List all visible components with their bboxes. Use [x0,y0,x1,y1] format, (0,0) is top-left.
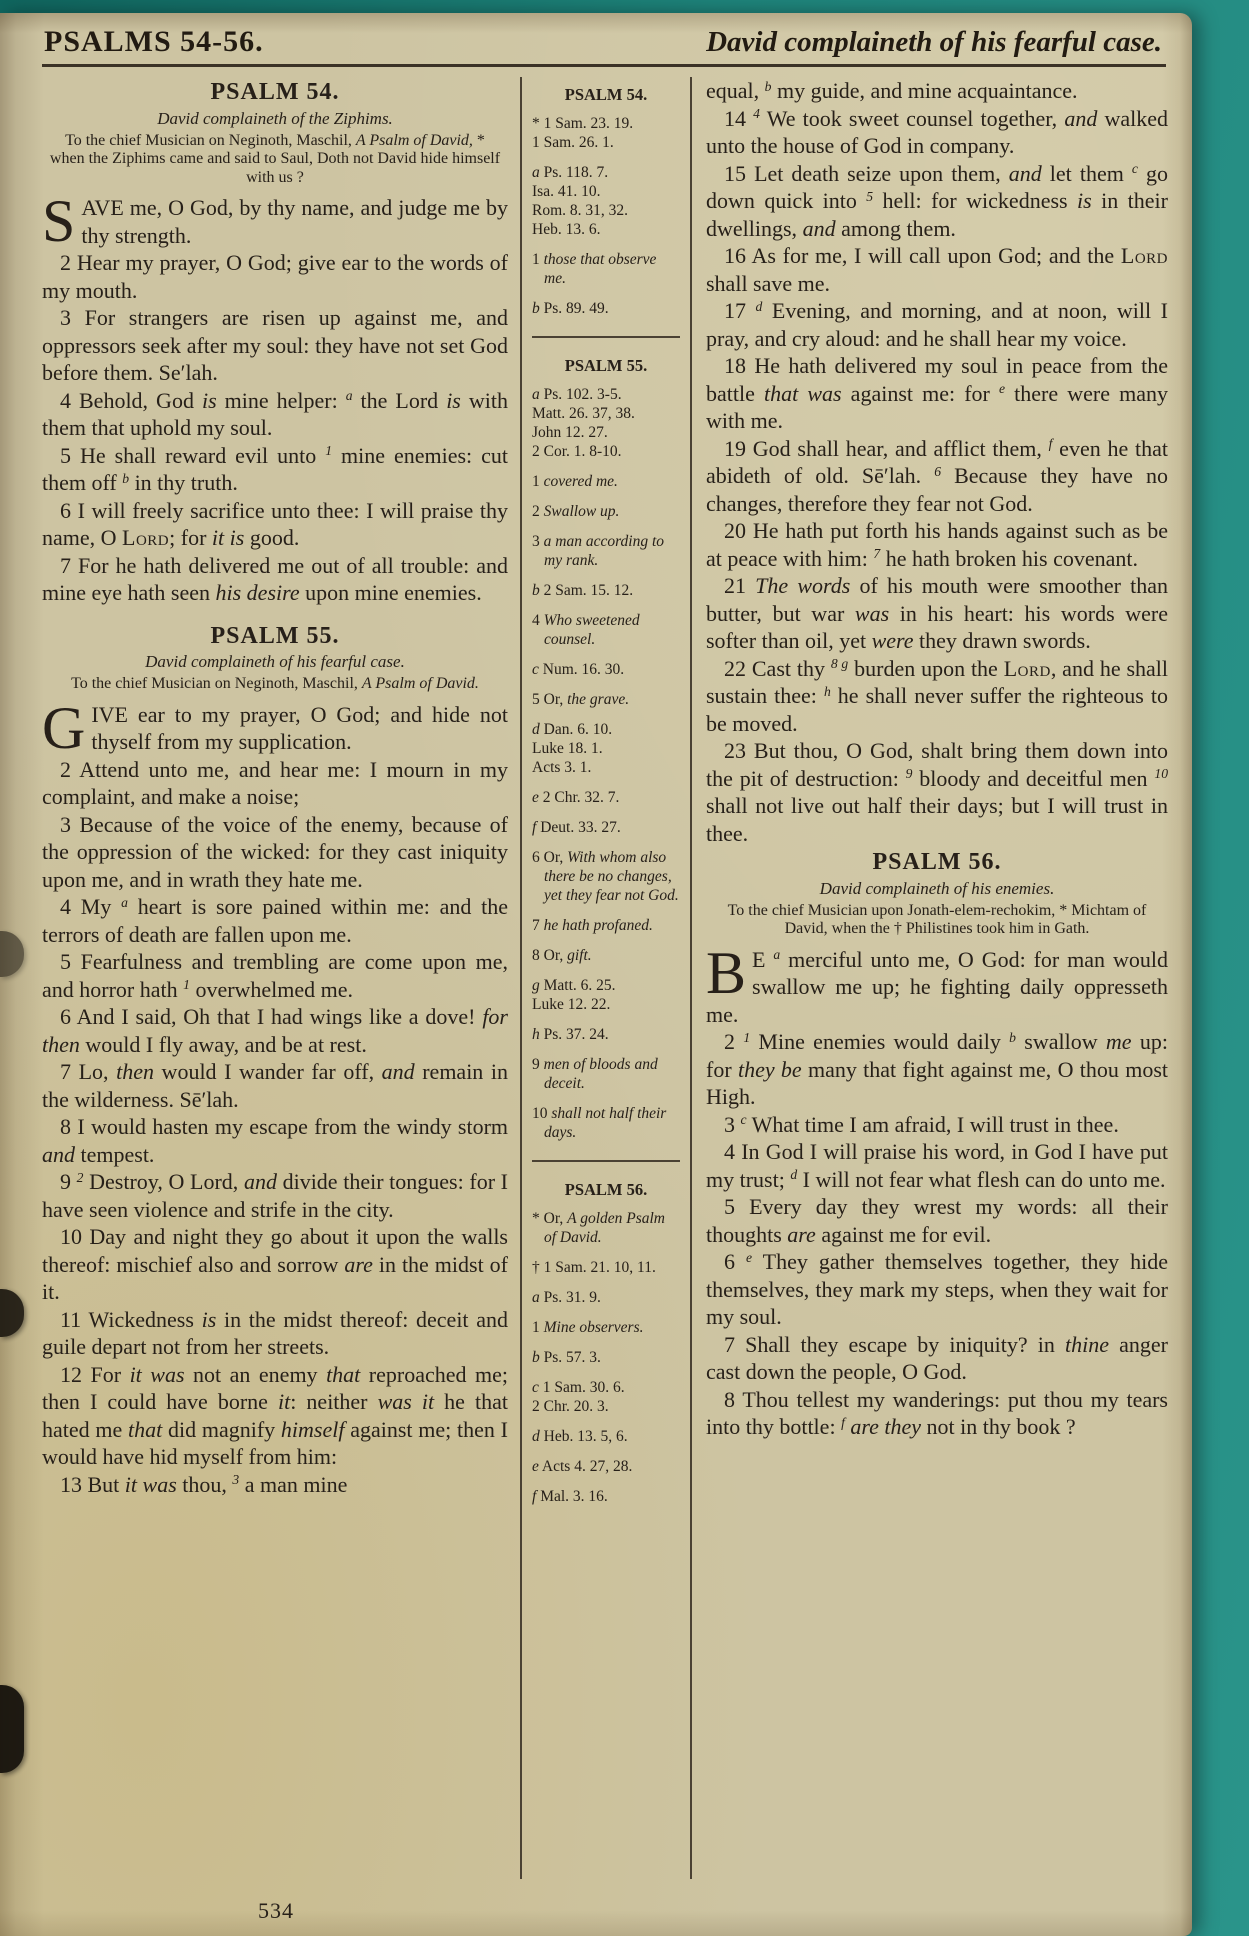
verse-number: 2 [724,1029,744,1054]
verse-number: 6 [60,497,78,523]
verse: 20 He hath put forth his hands against such as be at peace with him: $^7$ he hath broken his covenant. [706,518,1168,571]
reference-entry: b Ps. 89. 49. [532,300,609,317]
reference-entry: † 1 Sam. 21. 10, 11. [532,1259,656,1276]
verse-number: 16 [724,243,752,268]
reference-entry: e 2 Chr. 32. 7. [532,789,620,806]
psalm-section [706,849,1168,1441]
reference-psalm-title: PSALM 56. [564,1180,648,1199]
verse-number: 3 [724,1111,741,1137]
verse-number: 6 [60,1004,77,1029]
reference-psalm-title: PSALM 54. [564,85,648,104]
right-text-column [692,77,1168,1879]
verse: 5 Fearfulness and trembling are come upon me, and horror hath $^1$ overwhelmed me. [42,949,508,1002]
verse-number: 7 [60,552,79,578]
reference-entry: b Ps. 57. 3. [532,1349,601,1366]
running-head [0,13,1192,59]
verse: 8 Thou tellest my wanderings: put thou my tears into thy bottle: $^f$ are they not in thy book ? [706,1386,1168,1439]
reference-group [532,502,680,521]
verse-number: 21 [724,573,756,598]
verse-number: 5 [60,949,81,974]
reference-entry: f Mal. 3. 16. [532,1488,608,1505]
verse: 7 Shall they escape by iniquity? in thine anger cast down the people, O God. [706,1331,1168,1384]
verse-number: 2 [60,756,80,782]
verse-number: 3 [60,305,85,330]
verse: 15 Let death seize upon them, and let them $^c$ go down quick into $^5$ hell: for wickedness is in their dwellings, and among them. [706,160,1168,241]
verse-number: 7 [60,1059,79,1084]
page-number: 534 [258,1898,294,1923]
verse-number: 17 [724,298,756,323]
reference-entry: 2 Cor. 1. 8-10. [532,443,622,460]
verse-number: 18 [724,353,755,378]
verse: 13 But it was thou, $^3$ a man mine [60,1471,348,1497]
reference-entry: g Matt. 6. 25. [532,977,616,994]
verse-number: 7 [724,1331,746,1357]
reference-group [532,532,680,570]
psalm-55-continuation [706,77,1168,847]
reference-entry: b 2 Sam. 15. 12. [532,582,634,599]
reference-entry: 3 a man according to my rank. [532,533,665,569]
reference-group [532,163,680,239]
reference-entry: Luke 12. 22. [532,996,611,1013]
reference-group [532,1427,680,1446]
reference-entry: c Num. 16. 30. [532,661,625,678]
psalm-56-section-wrap [706,849,1168,1441]
verse: 7 For he hath delivered me out of all trouble: and mine eye hath seen his desire upon mine enemies. [42,552,508,605]
psalm-subtitle: David complaineth of his fearful case. [145,652,405,671]
verse: 5 He shall reward evil unto $^1$ mine enemies: cut them off $^b$ in thy truth. [42,442,509,495]
reference-entry: d Dan. 6. 10. [532,721,613,738]
reference-group [532,720,680,777]
reference-group [532,114,680,152]
psalm-intro: To the chief Musician on Neginoth, Maschil, A Psalm of David, * when the Ziphims came and said to Saul, Doth not David hide himself with us ? [49,131,501,186]
verse-number: 11 [60,1306,89,1332]
verse: 3 $^c$ What time I am afraid, I will trust in thee. [724,1111,1119,1137]
psalm-section [42,79,508,607]
thumb-index-tab [0,1289,24,1337]
reference-entry: Luke 18. 1. [532,740,603,757]
verse: 8 I would hasten my escape from the windy storm and tempest. [42,1114,509,1167]
verse-number: 4 [60,387,79,413]
verse: 7 Lo, then would I wander far off, and remain in the wilderness. Sē′lah. [42,1059,508,1112]
reference-group [532,611,680,649]
verse-number: 6 [724,1249,746,1274]
reference-group [532,1055,680,1093]
reference-entry: c 1 Sam. 30. 6. [532,1379,625,1396]
reference-entry: 5 Or, the grave. [532,691,630,708]
verse: 10 Day and night they go about it upon the walls thereof: mischief also and sorrow are in the midst of it. [42,1224,508,1304]
verse: 9 $^2$ Destroy, O Lord, and divide their tongues: for I have seen violence and strife in the city. [42,1169,508,1222]
verse-number: 5 [60,442,80,468]
reference-entry: 1 Mine observers. [532,1319,644,1336]
verse: GIVE ear to my prayer, O God; and hide not thyself from my supplication. [42,694,508,761]
verse-number: 3 [60,811,80,837]
reference-group [532,1258,680,1277]
verse-number: 5 [724,1194,750,1219]
verse-number: 13 [60,1471,88,1497]
reference-entry: h Ps. 37. 24. [532,1026,609,1043]
verse-number: 12 [60,1361,91,1387]
psalm-title: PSALM 56. [872,849,1002,875]
psalm-section [42,623,508,1499]
reference-section [532,1160,680,1506]
reference-entry: Acts 3. 1. [532,759,592,776]
reference-group [532,1348,680,1367]
verse: 2 Attend unto me, and hear me: I mourn in my complaint, and make a noise; [42,756,508,809]
reference-group [532,1104,680,1142]
drop-cap: S [42,188,76,254]
reference-group [532,818,680,837]
verse: 3 Because of the voice of the enemy, because of the oppression of the wicked: for they cast iniquity upon me, and in wrath they hate me. [42,811,508,892]
verse: 6 I will freely sacrifice unto thee: I will praise thy name, O Lord; for it is good. [42,497,508,550]
verse: 19 God shall hear, and afflict them, $^f$ even he that abideth of old. Sē′lah. $^6$ Because they have no changes, therefore they fear not God. [706,435,1168,516]
verse: 17 $^d$ Evening, and morning, and at noon, will I pray, and cry aloud: and he shall hear my voice. [706,298,1168,351]
center-reference-column [520,77,692,1879]
reference-section [532,85,680,318]
reference-entry: Heb. 13. 6. [532,221,601,238]
verse: 21 The words of his mouth were smoother than butter, but war was in his heart: his words were softer than oil, yet were they drawn swords. [706,573,1168,653]
text-columns [42,77,1168,1879]
verse: 18 He hath delivered my soul in peace from the battle that was against me: for $^e$ there were many with me. [706,353,1168,433]
reference-group [532,916,680,935]
thumb-index-tab [0,1685,24,1773]
reference-group [532,385,680,461]
reference-group [532,660,680,679]
verse-number: 4 [724,1139,742,1164]
reference-entry: Rom. 8. 31, 32. [532,202,629,219]
verse: 12 For it was not an enemy that reproached me; then I could have borne it: neither was it he that hated me that did magnify himself against me; then I would have hid myself from him: [42,1361,508,1469]
verse-number: 15 [724,160,755,186]
verse: SAVE me, O God, by thy name, and judge me by thy strength. [42,188,508,254]
verse-number: 8 [724,1386,743,1412]
reference-group [532,946,680,965]
reference-group [532,1209,680,1247]
psalm-subtitle: David complaineth of his enemies. [819,878,1055,898]
verse-number: 19 [724,435,753,461]
drop-cap: G [42,694,86,761]
reference-psalm-title: PSALM 55. [564,356,648,375]
verse: 22 Cast thy $^{8 g}$ burden upon the Lord, and he shall sustain thee: $^h$ he shall never suffer the righteous to be moved. [706,655,1168,736]
reference-entry: 1 covered me. [532,473,618,490]
left-text-column [42,77,520,1879]
verse: 5 Every day they wrest my words: all their thoughts are against me for evil. [706,1194,1168,1247]
reference-entry: 2 Chr. 20. 3. [532,1398,609,1415]
reference-group [532,848,680,905]
reference-entry: 1 those that observe me. [532,251,657,287]
verse: 11 Wickedness is in the midst thereof: deceit and guile depart not from her streets. [42,1306,508,1359]
verse-number: 10 [60,1224,90,1249]
reference-entry: 1 Sam. 26. 1. [532,134,614,151]
verse: 16 As for me, I will call upon God; and the Lord shall save me. [706,243,1168,296]
running-head-title: PSALMS 54-56. [44,25,264,58]
reference-entry: 6 Or, With whom also there be no changes, yet they fear not God. [532,849,679,904]
reference-entry: Matt. 26. 37, 38. [532,405,635,422]
reference-group [532,250,680,288]
running-head-caption: David complaineth of his fearful case. [706,26,1162,58]
reference-group [532,976,680,1014]
reference-entry: 2 Swallow up. [532,503,620,520]
reference-section [532,336,680,1142]
psalm-title: PSALM 55. [210,622,340,649]
thumb-index-tab [0,931,24,977]
verse-number: 14 [724,105,754,131]
reference-group [532,1288,680,1307]
reference-group [532,1378,680,1416]
verse: 4 Behold, God is mine helper: $^a$ the Lord is with them that uphold my soul. [42,387,508,440]
reference-entry: * 1 Sam. 23. 19. [532,115,634,132]
verse: 6 And I said, Oh that I had wings like a dove! for then would I fly away, and be at rest. [42,1004,508,1057]
verse: 14 $^4$ We took sweet counsel together, and walked unto the house of God in company. [706,105,1168,158]
reference-group [532,1025,680,1044]
psalm-title: PSALM 54. [210,79,340,105]
verse-number: 20 [724,518,753,543]
reference-group [532,1487,680,1506]
verse-number: 8 [60,1114,78,1139]
verse: 3 For strangers are risen up against me, and oppressors seek after my soul: they have not set God before them. Se′lah. [42,305,509,385]
psalm-intro: To the chief Musician upon Jonath-elem-rechokim, * Michtam of David, when the † Philistines took him in Gath. [727,901,1147,937]
reference-entry: 7 he hath profaned. [532,917,653,934]
verse: 6 $^e$ They gather themselves together, they hide themselves, they mark my steps, when they wait for my soul. [706,1249,1168,1329]
reference-entry: e Acts 4. 27, 28. [532,1458,633,1475]
verse: equal, $^b$ my guide, and mine acquaintance. [706,78,1078,103]
header-rule [42,64,1166,67]
reference-entry: 10 shall not half their days. [532,1105,667,1141]
verse: 2 Hear my prayer, O God; give ear to the words of my mouth. [42,250,508,303]
psalm-subtitle: David complaineth of the Ziphims. [157,108,393,128]
verse-number: 23 [724,738,754,763]
verse-number: 22 [724,655,752,681]
drop-cap: B [706,939,747,1006]
verse: 4 My $^a$ heart is sore pained within me: and the terrors of death are fallen upon me. [42,894,509,947]
verse: 2 $^1$ Mine enemies would daily $^b$ swallow me up: for they be many that fight against me, O thou most High. [706,1029,1168,1109]
reference-entry: Isa. 41. 10. [532,183,601,200]
reference-entry: a Ps. 31. 9. [532,1289,601,1306]
reference-group [532,299,680,318]
reference-entry: d Heb. 13. 5, 6. [532,1428,628,1445]
reference-entry: * Or, A golden Psalm of David. [532,1210,665,1246]
reference-group [532,788,680,807]
reference-entry: a Ps. 102. 3-5. [532,386,622,403]
reference-entry: 9 men of bloods and deceit. [532,1056,658,1092]
reference-entry: 8 Or, gift. [532,947,592,964]
reference-entry: a Ps. 118. 7. [532,164,609,181]
reference-group [532,1457,680,1476]
reference-group [532,1318,680,1337]
reference-group [532,581,680,600]
reference-group [532,472,680,491]
reference-group [532,690,680,709]
psalm-intro: To the chief Musician on Neginoth, Maschil, A Psalm of David. [71,675,479,692]
verse: 23 But thou, O God, shalt bring them down into the pit of destruction: $^9$ bloody and deceitful men $^{10}$ shall not live out half their days; but I will trust in thee. [706,738,1168,846]
verse: 4 In God I will praise his word, in God I have put my trust; $^d$ I will not fear what flesh can do unto me. [706,1139,1168,1192]
verse: B E $^a$ merciful unto me, O God: for man would swallow me up; he fighting daily oppresseth me. [706,939,1168,1027]
reference-entry: John 12. 27. [532,424,608,441]
verse-number: 4 [60,894,81,919]
verse-number: 2 [60,250,77,275]
verse-number: 9 [60,1169,77,1194]
reference-entry: f Deut. 33. 27. [532,819,621,836]
reference-entry: 4 Who sweetened counsel. [532,612,640,648]
bible-page [0,13,1192,1936]
